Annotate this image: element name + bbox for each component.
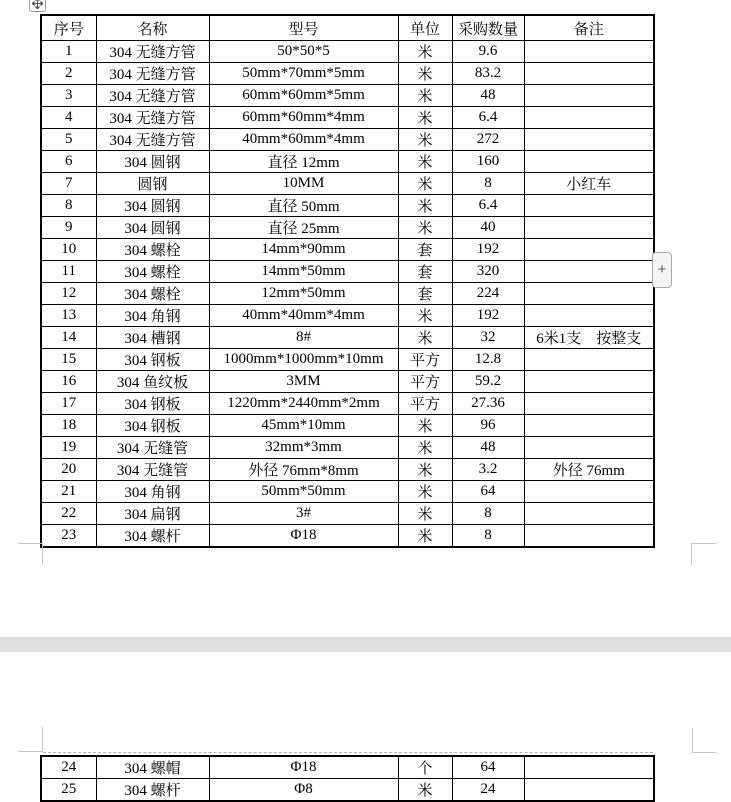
cell-remark[interactable]: [524, 151, 654, 173]
cell-name[interactable]: 304 钢板: [96, 415, 209, 437]
table-row: [41, 217, 654, 239]
cell-remark[interactable]: [524, 481, 654, 503]
margin-crop-mark-bottom-left-page1: [18, 543, 43, 565]
cell-remark[interactable]: [524, 129, 654, 151]
cell-name[interactable]: 304 无缝方管: [96, 85, 209, 107]
cell-name[interactable]: 304 螺杆: [96, 779, 209, 802]
column-header-5[interactable]: 备注: [524, 15, 654, 41]
cell-model[interactable]: 40mm*40mm*4mm: [209, 305, 398, 327]
procurement-table-page2: [40, 755, 655, 802]
cell-name[interactable]: 304 螺栓: [96, 239, 209, 261]
cell-remark[interactable]: [524, 107, 654, 129]
cell-no[interactable]: 18: [41, 415, 96, 437]
cell-model[interactable]: 直径 50mm: [209, 195, 398, 217]
cell-no[interactable]: 13: [41, 305, 96, 327]
cell-remark[interactable]: [524, 525, 654, 548]
table-row: [41, 129, 654, 151]
table-move-handle[interactable]: [29, 0, 46, 12]
cell-remark[interactable]: [524, 239, 654, 261]
page-separator: [0, 637, 731, 652]
cell-qty[interactable]: 6.4: [452, 107, 524, 129]
cell-unit[interactable]: 套: [398, 283, 452, 305]
column-header-2[interactable]: 型号: [209, 15, 398, 41]
table-row: [41, 756, 654, 779]
table-row: [41, 437, 654, 459]
cell-unit[interactable]: 套: [398, 261, 452, 283]
cell-no[interactable]: 7: [41, 173, 96, 195]
cell-qty[interactable]: 8: [452, 525, 524, 548]
cell-model[interactable]: 60mm*60mm*5mm: [209, 85, 398, 107]
cell-qty[interactable]: 224: [452, 283, 524, 305]
cell-model[interactable]: 12mm*50mm: [209, 283, 398, 305]
cell-qty[interactable]: 8: [452, 503, 524, 525]
cell-model[interactable]: Φ18: [209, 525, 398, 548]
cell-name[interactable]: 304 角钢: [96, 481, 209, 503]
cell-model[interactable]: 1000mm*1000mm*10mm: [209, 349, 398, 371]
cell-remark[interactable]: [524, 393, 654, 415]
procurement-table-page1: [40, 14, 655, 548]
cell-no[interactable]: 4: [41, 107, 96, 129]
cell-name[interactable]: 304 圆钢: [96, 151, 209, 173]
cell-qty[interactable]: 64: [452, 756, 524, 779]
cell-qty[interactable]: 192: [452, 239, 524, 261]
table-row: [41, 371, 654, 393]
margin-crop-mark-top-right-page2: [692, 728, 716, 753]
cell-model[interactable]: 8#: [209, 327, 398, 349]
cell-name[interactable]: 304 钢板: [96, 349, 209, 371]
table-row: [41, 151, 654, 173]
table-row: [41, 349, 654, 371]
table-row: [41, 173, 654, 195]
header-row: [41, 15, 654, 41]
table-row: [41, 261, 654, 283]
cell-name[interactable]: 圆钢: [96, 173, 209, 195]
cell-unit[interactable]: 米: [398, 217, 452, 239]
column-header-4[interactable]: 采购数量: [452, 15, 524, 41]
cell-unit[interactable]: 米: [398, 415, 452, 437]
cell-no[interactable]: 24: [41, 756, 96, 779]
cell-remark[interactable]: [524, 195, 654, 217]
cell-name[interactable]: 304 无缝方管: [96, 129, 209, 151]
cell-qty[interactable]: 320: [452, 261, 524, 283]
cell-qty[interactable]: 83.2: [452, 63, 524, 85]
cell-model[interactable]: 40mm*60mm*4mm: [209, 129, 398, 151]
cell-model[interactable]: Φ8: [209, 779, 398, 802]
cell-qty[interactable]: 64: [452, 481, 524, 503]
table-row: [41, 239, 654, 261]
cell-model[interactable]: 60mm*60mm*4mm: [209, 107, 398, 129]
cell-unit[interactable]: 米: [398, 63, 452, 85]
cell-remark[interactable]: [524, 371, 654, 393]
cell-unit[interactable]: 米: [398, 173, 452, 195]
cell-name[interactable]: 304 螺栓: [96, 283, 209, 305]
cell-unit[interactable]: 平方: [398, 371, 452, 393]
cell-no[interactable]: 23: [41, 525, 96, 548]
cell-name[interactable]: 304 螺栓: [96, 261, 209, 283]
table-row: [41, 327, 654, 349]
cell-name[interactable]: 304 螺杆: [96, 525, 209, 548]
cell-no[interactable]: 21: [41, 481, 96, 503]
cell-unit[interactable]: 平方: [398, 393, 452, 415]
table-row: [41, 779, 654, 802]
table-row: [41, 85, 654, 107]
cell-unit[interactable]: 米: [398, 437, 452, 459]
cell-model[interactable]: 直径 25mm: [209, 217, 398, 239]
column-header-0[interactable]: 序号: [41, 15, 96, 41]
cell-name[interactable]: 304 槽钢: [96, 327, 209, 349]
cell-remark[interactable]: 小红车: [524, 173, 654, 195]
cell-no[interactable]: 10: [41, 239, 96, 261]
cell-unit[interactable]: 米: [398, 481, 452, 503]
table-row: [41, 107, 654, 129]
cell-qty[interactable]: 48: [452, 437, 524, 459]
cell-qty[interactable]: 59.2: [452, 371, 524, 393]
cell-unit[interactable]: 米: [398, 129, 452, 151]
cell-no[interactable]: 22: [41, 503, 96, 525]
move-arrows-icon: [32, 0, 43, 9]
table-row: [41, 41, 654, 63]
cell-qty[interactable]: 9.6: [452, 41, 524, 63]
cell-remark[interactable]: [524, 349, 654, 371]
cell-unit[interactable]: 米: [398, 503, 452, 525]
cell-unit[interactable]: 米: [398, 85, 452, 107]
cell-qty[interactable]: 12.8: [452, 349, 524, 371]
cell-name[interactable]: 304 圆钢: [96, 217, 209, 239]
cell-remark[interactable]: [524, 261, 654, 283]
cell-qty[interactable]: 6.4: [452, 195, 524, 217]
cell-no[interactable]: 5: [41, 129, 96, 151]
cell-model[interactable]: Φ18: [209, 756, 398, 779]
cell-qty[interactable]: 160: [452, 151, 524, 173]
table-row: [41, 63, 654, 85]
cell-no[interactable]: 15: [41, 349, 96, 371]
cell-qty[interactable]: 27.36: [452, 393, 524, 415]
cell-model[interactable]: 45mm*10mm: [209, 415, 398, 437]
cell-name[interactable]: 304 无缝管: [96, 459, 209, 481]
cell-remark[interactable]: [524, 779, 654, 802]
cell-remark[interactable]: [524, 437, 654, 459]
cell-model[interactable]: 50mm*70mm*5mm: [209, 63, 398, 85]
table-row: [41, 305, 654, 327]
cell-no[interactable]: 16: [41, 371, 96, 393]
cell-no[interactable]: 1: [41, 41, 96, 63]
cell-name[interactable]: 304 钢板: [96, 393, 209, 415]
cell-name[interactable]: 304 鱼纹板: [96, 371, 209, 393]
margin-crop-mark-bottom-right-page1: [691, 543, 716, 565]
column-header-1[interactable]: 名称: [96, 15, 209, 41]
cell-no[interactable]: 19: [41, 437, 96, 459]
cell-model[interactable]: 1220mm*2440mm*2mm: [209, 393, 398, 415]
cell-unit[interactable]: 米: [398, 107, 452, 129]
cell-qty[interactable]: 8: [452, 173, 524, 195]
cell-remark[interactable]: 6米1支 按整支: [524, 327, 654, 349]
cell-no[interactable]: 17: [41, 393, 96, 415]
cell-qty[interactable]: 192: [452, 305, 524, 327]
cell-remark[interactable]: [524, 305, 654, 327]
cell-qty[interactable]: 32: [452, 327, 524, 349]
cell-remark[interactable]: [524, 85, 654, 107]
cell-unit[interactable]: 米: [398, 305, 452, 327]
cell-no[interactable]: 3: [41, 85, 96, 107]
cell-qty[interactable]: 272: [452, 129, 524, 151]
cell-remark[interactable]: [524, 415, 654, 437]
cell-unit[interactable]: 米: [398, 327, 452, 349]
cell-model[interactable]: 32mm*3mm: [209, 437, 398, 459]
cell-no[interactable]: 2: [41, 63, 96, 85]
cell-no[interactable]: 12: [41, 283, 96, 305]
insert-row-button[interactable]: +: [652, 252, 672, 288]
cell-qty[interactable]: 24: [452, 779, 524, 802]
table-row: [41, 481, 654, 503]
text-boundary-dashed-line: [43, 752, 653, 753]
cell-unit[interactable]: 米: [398, 195, 452, 217]
margin-crop-mark-top-left-page2: [18, 727, 43, 752]
cell-remark[interactable]: [524, 217, 654, 239]
cell-name[interactable]: 304 无缝方管: [96, 41, 209, 63]
cell-unit[interactable]: 米: [398, 459, 452, 481]
table-row: [41, 283, 654, 305]
cell-unit[interactable]: 米: [398, 525, 452, 548]
cell-no[interactable]: 6: [41, 151, 96, 173]
table-row: [41, 459, 654, 481]
cell-model[interactable]: 14mm*90mm: [209, 239, 398, 261]
cell-remark[interactable]: [524, 283, 654, 305]
cell-unit[interactable]: 米: [398, 41, 452, 63]
cell-unit[interactable]: 个: [398, 756, 452, 779]
cell-no[interactable]: 11: [41, 261, 96, 283]
cell-model[interactable]: 14mm*50mm: [209, 261, 398, 283]
cell-remark[interactable]: [524, 756, 654, 779]
table-row: [41, 503, 654, 525]
table-row: [41, 525, 654, 548]
cell-unit[interactable]: 米: [398, 151, 452, 173]
cell-model[interactable]: 50*50*5: [209, 41, 398, 63]
table-row: [41, 415, 654, 437]
cell-remark[interactable]: [524, 41, 654, 63]
cell-qty[interactable]: 48: [452, 85, 524, 107]
cell-name[interactable]: 304 扁钢: [96, 503, 209, 525]
table-row: [41, 393, 654, 415]
cell-model[interactable]: 3MM: [209, 371, 398, 393]
cell-unit[interactable]: 米: [398, 779, 452, 802]
cell-model[interactable]: 直径 12mm: [209, 151, 398, 173]
cell-name[interactable]: 304 无缝方管: [96, 63, 209, 85]
column-header-3[interactable]: 单位: [398, 15, 452, 41]
cell-name[interactable]: 304 无缝方管: [96, 107, 209, 129]
cell-no[interactable]: 20: [41, 459, 96, 481]
cell-unit[interactable]: 平方: [398, 349, 452, 371]
cell-no[interactable]: 8: [41, 195, 96, 217]
cell-name[interactable]: 304 角钢: [96, 305, 209, 327]
cell-name[interactable]: 304 螺帽: [96, 756, 209, 779]
cell-model[interactable]: 50mm*50mm: [209, 481, 398, 503]
cell-no[interactable]: 9: [41, 217, 96, 239]
cell-name[interactable]: 304 圆钢: [96, 195, 209, 217]
cell-remark[interactable]: [524, 63, 654, 85]
cell-unit[interactable]: 套: [398, 239, 452, 261]
cell-name[interactable]: 304 无缝管: [96, 437, 209, 459]
cell-model[interactable]: 3#: [209, 503, 398, 525]
cell-no[interactable]: 14: [41, 327, 96, 349]
cell-model[interactable]: 外径 76mm*8mm: [209, 459, 398, 481]
cell-qty[interactable]: 96: [452, 415, 524, 437]
cell-remark[interactable]: 外径 76mm: [524, 459, 654, 481]
cell-no[interactable]: 25: [41, 779, 96, 802]
cell-qty[interactable]: 40: [452, 217, 524, 239]
cell-model[interactable]: 10MM: [209, 173, 398, 195]
cell-remark[interactable]: [524, 503, 654, 525]
cell-qty[interactable]: 3.2: [452, 459, 524, 481]
table-row: [41, 195, 654, 217]
